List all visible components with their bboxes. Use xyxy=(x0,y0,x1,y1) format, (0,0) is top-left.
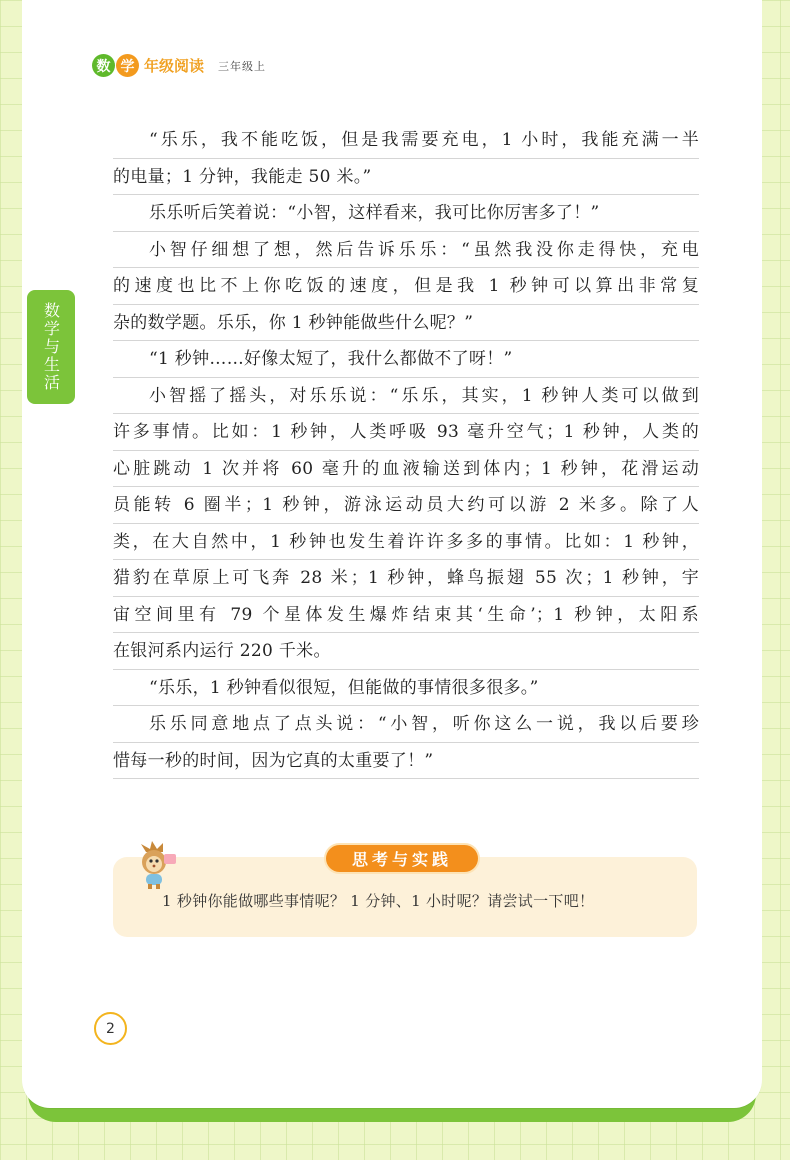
text-line: 许多事情。比如：1 秒钟，人类呼吸 93 毫升空气；1 秒钟，人类的 xyxy=(113,414,699,451)
logo-char-1: 数 xyxy=(92,54,115,77)
text-line: 惜每一秒的时间，因为它真的太重要了！” xyxy=(113,743,699,780)
text-line: 乐乐听后笑着说：“小智，这样看来，我可比你厉害多了！” xyxy=(113,195,699,232)
think-practice-label: 思考与实践 xyxy=(326,845,478,872)
grade-label: 三年级上 xyxy=(218,59,267,73)
book-header xyxy=(92,54,266,77)
text-line: 的速度也比不上你吃饭的速度，但是我 1 秒钟可以算出非常复 xyxy=(113,268,699,305)
text-line: 在银河系内运行 220 千米。 xyxy=(113,633,699,670)
text-line: 小智摇了摇头，对乐乐说：“乐乐，其实，1 秒钟人类可以做到 xyxy=(113,378,699,415)
text-line: 的电量；1 分钟，我能走 50 米。” xyxy=(113,159,699,196)
logo-char-2: 学 xyxy=(116,54,139,77)
text-line: 小智仔细想了想，然后告诉乐乐：“虽然我没你走得快，充电 xyxy=(113,232,699,269)
story-text xyxy=(113,122,699,779)
text-line: “1 秒钟……好像太短了，我什么都做不了呀！” xyxy=(113,341,699,378)
hedgehog-mascot-icon xyxy=(132,838,184,890)
text-line: 心脏跳动 1 次并将 60 毫升的血液输送到体内；1 秒钟，花滑运动 xyxy=(113,451,699,488)
text-line: 宙空间里有 79 个星体发生爆炸结束其‘生命’；1 秒钟，太阳系 xyxy=(113,597,699,634)
text-line: 杂的数学题。乐乐，你 1 秒钟能做些什么呢？” xyxy=(113,305,699,342)
text-line: 猎豹在草原上可飞奔 28 米；1 秒钟，蜂鸟振翅 55 次；1 秒钟，宇 xyxy=(113,560,699,597)
side-tab xyxy=(27,290,75,404)
text-line: “乐乐，我不能吃饭，但是我需要充电，1 小时，我能充满一半 xyxy=(113,122,699,159)
side-tab-label: 数学与生活 xyxy=(41,302,61,392)
page-number: 2 xyxy=(94,1012,127,1045)
text-line: “乐乐，1 秒钟看似很短，但能做的事情很多很多。” xyxy=(113,670,699,707)
logo-title: 年级阅读 xyxy=(144,57,205,75)
text-line: 乐乐同意地点了点头说：“小智，听你这么一说，我以后要珍 xyxy=(113,706,699,743)
text-line: 员能转 6 圈半；1 秒钟，游泳运动员大约可以游 2 米多。除了人 xyxy=(113,487,699,524)
text-line: 类，在大自然中，1 秒钟也发生着许许多多的事情。比如：1 秒钟， xyxy=(113,524,699,561)
think-practice-text: 1 秒钟你能做哪些事情呢？ 1 分钟、1 小时呢？请尝试一下吧！ xyxy=(162,892,595,910)
